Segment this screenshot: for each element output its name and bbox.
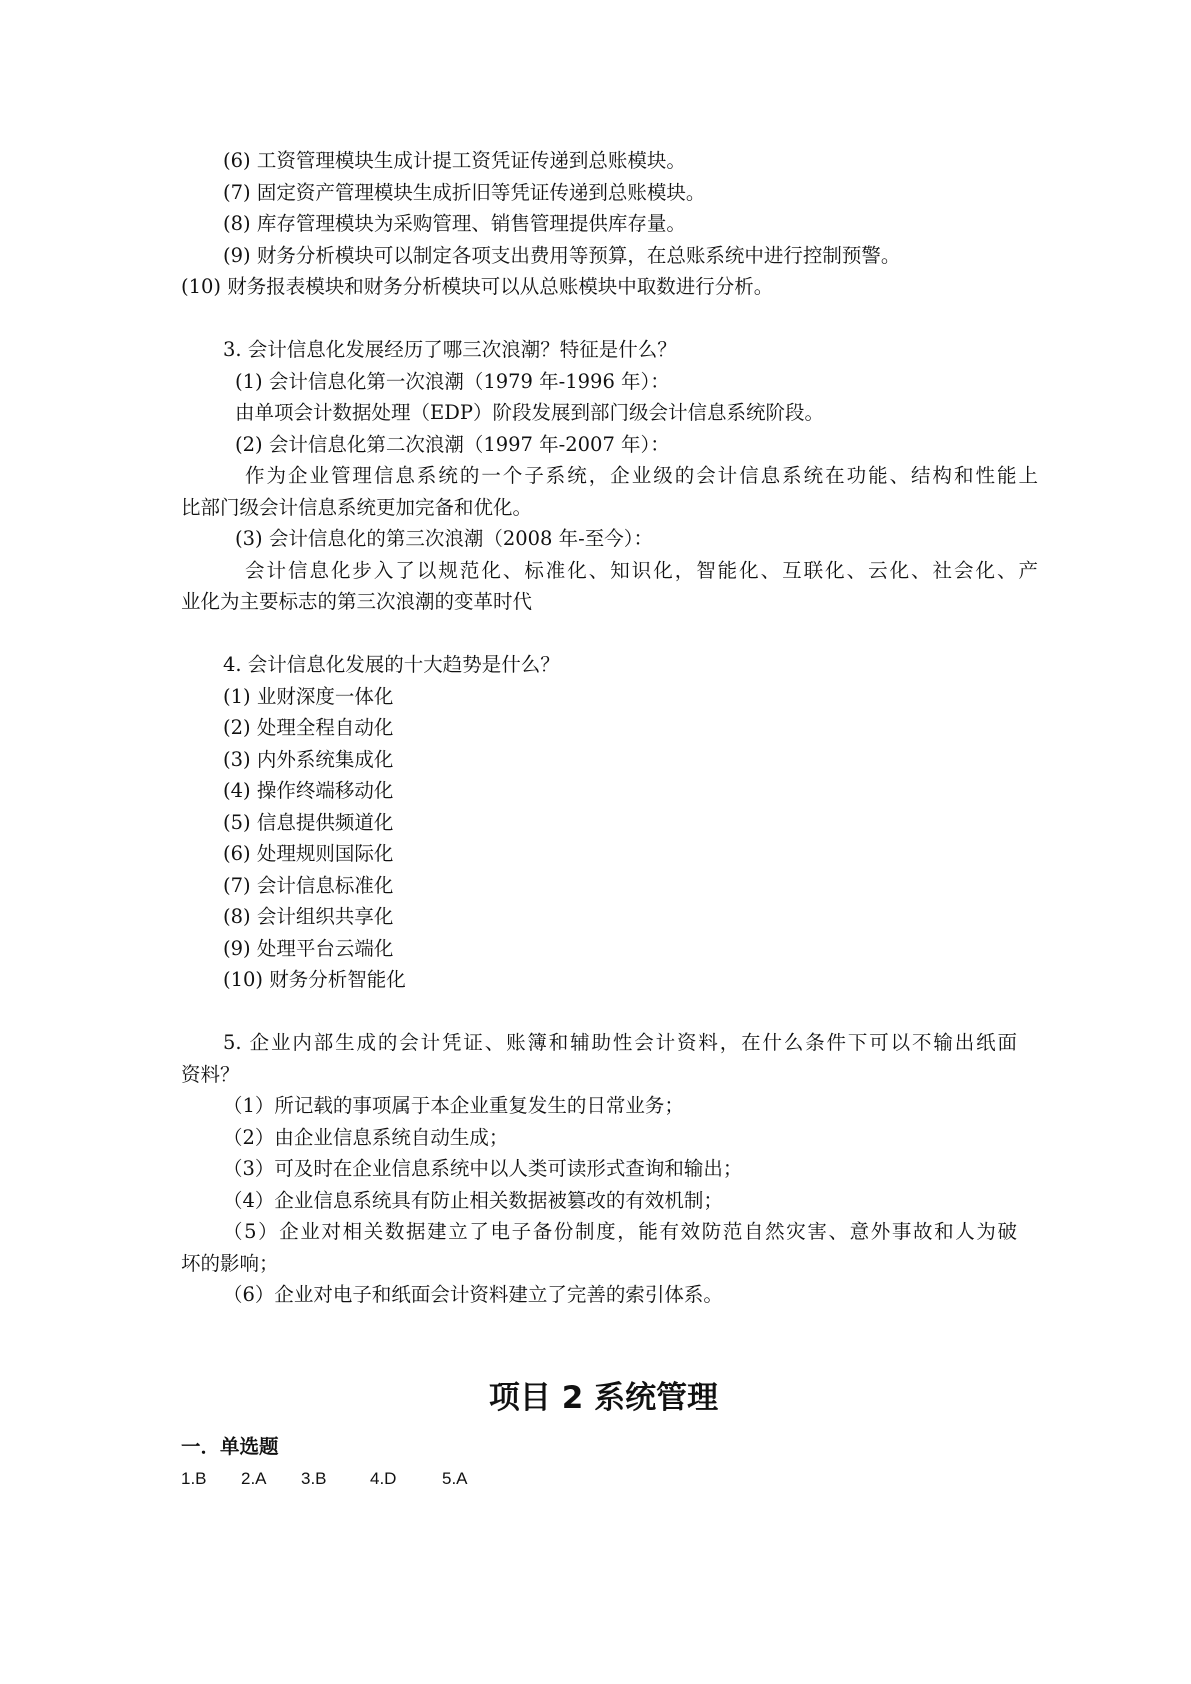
wave-1-heading: (1) 会计信息化第一次浪潮（1979 年-1996 年）： (235, 370, 670, 393)
trend-1: (1) 业财深度一体化 (223, 685, 394, 708)
wave-2-text-line1: 作为企业管理信息系统的一个子系统，企业级的会计信息系统在功能、结构和性能上 (245, 464, 1038, 487)
condition-5-line2: 坏的影响； (181, 1252, 279, 1275)
answer-1: 1.B (181, 1469, 207, 1488)
condition-6: （6）企业对电子和纸面会计资料建立了完善的索引体系。 (223, 1283, 723, 1306)
trend-10: (10) 财务分析智能化 (223, 968, 406, 991)
module-item-9: (9) 财务分析模块可以制定各项支出费用等预算，在总账系统中进行控制预警。 (223, 244, 901, 267)
module-item-8: (8) 库存管理模块为采购管理、销售管理提供库存量。 (223, 212, 686, 235)
question-3: 3. 会计信息化发展经历了哪三次浪潮？特征是什么？ (223, 338, 677, 361)
question-5-line1: 5. 企业内部生成的会计凭证、账簿和辅助性会计资料，在什么条件下可以不输出纸面 (223, 1031, 1017, 1054)
condition-5-line1: （5）企业对相关数据建立了电子备份制度，能有效防范自然灾害、意外事故和人为破 (223, 1220, 1017, 1243)
trend-9: (9) 处理平台云端化 (223, 937, 394, 960)
condition-3: （3）可及时在企业信息系统中以人类可读形式查询和输出； (223, 1157, 743, 1180)
answer-5: 5.A (442, 1469, 468, 1488)
trend-3: (3) 内外系统集成化 (223, 748, 394, 771)
trend-8: (8) 会计组织共享化 (223, 905, 394, 928)
trend-7: (7) 会计信息标准化 (223, 874, 394, 897)
wave-3-text-line1: 会计信息化步入了以规范化、标准化、知识化，智能化、互联化、云化、社会化、产 (245, 559, 1038, 582)
wave-2-text-line2: 比部门级会计信息系统更加完备和优化。 (181, 496, 533, 519)
module-item-7: (7) 固定资产管理模块生成折旧等凭证传递到总账模块。 (223, 181, 706, 204)
module-item-10: (10) 财务报表模块和财务分析模块可以从总账模块中取数进行分析。 (181, 275, 774, 298)
question-4: 4. 会计信息化发展的十大趋势是什么？ (223, 653, 560, 676)
wave-3-text-line2: 业化为主要标志的第三次浪潮的变革时代 (181, 590, 533, 613)
condition-2: （2）由企业信息系统自动生成； (223, 1126, 509, 1149)
answer-4: 4.D (370, 1469, 397, 1488)
wave-3-heading: (3) 会计信息化的第三次浪潮（2008 年-至今）： (235, 527, 653, 550)
answer-3: 3.B (301, 1469, 327, 1488)
question-5-line2: 资料？ (181, 1063, 240, 1086)
condition-4: （4）企业信息系统具有防止相关数据被篡改的有效机制； (223, 1189, 723, 1212)
section-title: 一．单选题 (181, 1435, 279, 1458)
module-item-6: (6) 工资管理模块生成计提工资凭证传递到总账模块。 (223, 149, 686, 172)
trend-4: (4) 操作终端移动化 (223, 779, 394, 802)
answer-2: 2.A (241, 1469, 267, 1488)
trend-2: (2) 处理全程自动化 (223, 716, 394, 739)
project-title: 项目 2 系统管理 (488, 1380, 719, 1416)
condition-1: （1）所记载的事项属于本企业重复发生的日常业务； (223, 1094, 684, 1117)
wave-1-text: 由单项会计数据处理（EDP）阶段发展到部门级会计信息系统阶段。 (235, 401, 824, 424)
wave-2-heading: (2) 会计信息化第二次浪潮（1997 年-2007 年）： (235, 433, 670, 456)
trend-6: (6) 处理规则国际化 (223, 842, 394, 865)
trend-5: (5) 信息提供频道化 (223, 811, 394, 834)
